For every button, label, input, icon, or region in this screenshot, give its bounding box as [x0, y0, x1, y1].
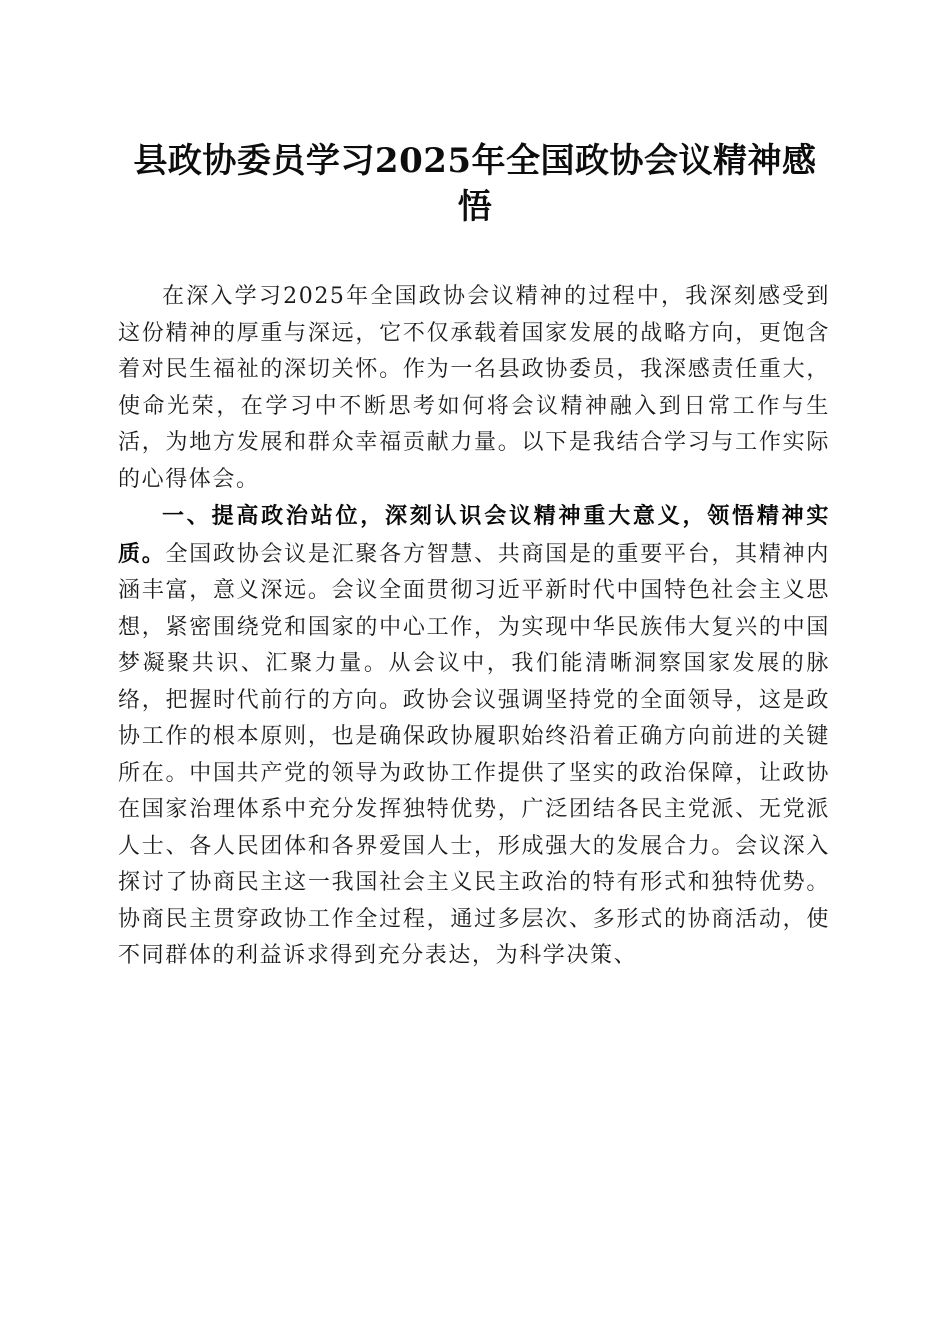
title-line-2: 悟 [457, 187, 493, 227]
document-title [110, 138, 840, 230]
intro-paragraph-text: 在深入学习2025年全国政协会议精神的过程中，我深刻感受到这份精神的厚重与深远，它不仅承载着国家发展的战略方向，更饱含着对民生福祉的深切关怀。作为一名县政协委员，我深感责任重大，使命光荣，在学习中不断思考如何将会议精神融入到日常工作与生活，为地方发展和群众幸福贡献力量。以下是我结合学习与工作实际的心得体会。 [118, 284, 830, 492]
section-one-paragraph [118, 498, 830, 975]
section-one-text: 全国政协会议是汇聚各方智慧、共商国是的重要平台，其精神内涵丰富，意义深远。会议全面贯彻习近平新时代中国特色社会主义思想，紧密围绕党和国家的中心工作，为实现中华民族伟大复兴的中国梦凝聚共识、汇聚力量。从会议中，我们能清晰洞察国家发展的脉络，把握时代前行的方向。政协会议强调坚持党的全面领导，这是政协工作的根本原则，也是确保政协履职始终沿着正确方向前进的关键所在。中国共产党的领导为政协工作提供了坚实的政治保障，让政协在国家治理体系中充分发挥独特优势，广泛团结各民主党派、无党派人士、各人民团体和各界爱国人士，形成强大的发展合力。会议深入探讨了协商民主这一我国社会主义民主政治的特有形式和独特优势。协商民主贯穿政协工作全过程，通过多层次、多形式的协商活动，使不同群体的利益诉求得到充分表达，为科学决策、 [118, 541, 830, 968]
title-line-1: 县政协委员学习2025年全国政协会议精神感 [133, 141, 817, 181]
document-body [118, 279, 830, 975]
intro-paragraph [118, 279, 830, 498]
section-one-heading: 一、提高政治站位，深刻认识会议精神重大意义，领悟精神实质。 [118, 503, 830, 567]
